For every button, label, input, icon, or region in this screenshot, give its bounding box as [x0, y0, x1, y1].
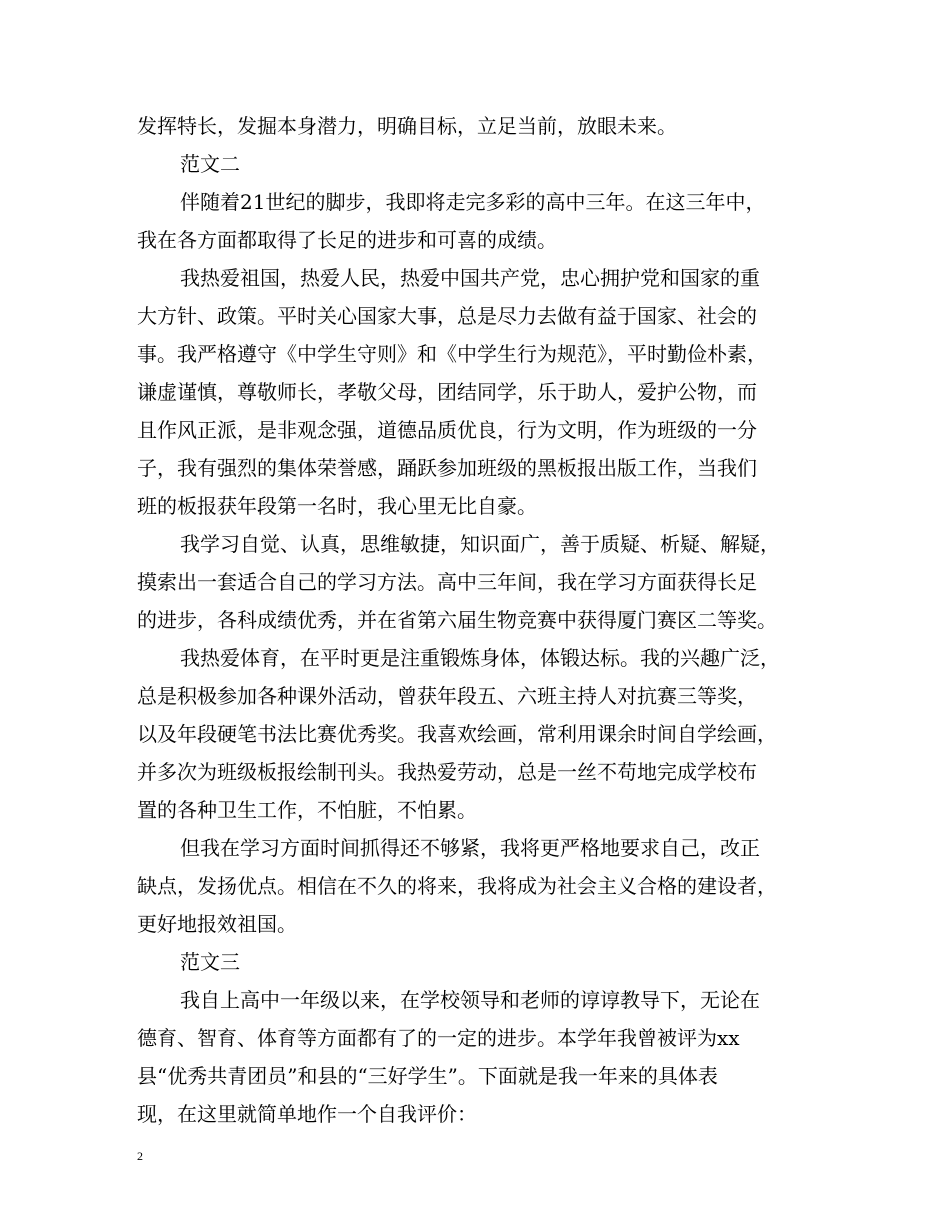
text-line: 更好地报效祖国。 [137, 912, 297, 936]
page-number: 2 [137, 1149, 143, 1163]
text-line: 置的各种卫生工作，不怕脏，不怕累。 [137, 798, 477, 822]
text-line: 大方针、政策。平时关心国家大事，总是尽力去做有益于国家、社会的 [137, 304, 757, 328]
text-line: 缺点，发扬优点。相信在不久的将来，我将成为社会主义合格的建设者， [137, 874, 777, 898]
text-line: 德育、智育、体育等方面都有了的一定的进步。本学年我曾被评为xx [137, 1026, 740, 1050]
text-line: 子，我有强烈的集体荣誉感，踊跃参加班级的黑板报出版工作，当我们 [137, 456, 757, 480]
text-line: 我热爱祖国，热爱人民，热爱中国共产党，忠心拥护党和国家的重 [180, 266, 760, 290]
text-line: 事。我严格遵守《中学生守则》和《中学生行为规范》，平时勤俭朴素， [137, 342, 767, 366]
text-line: 发挥特长，发掘本身潜力，明确目标，立足当前，放眼未来。 [137, 114, 677, 138]
text-line: 的进步，各科成绩优秀，并在省第六届生物竞赛中获得厦门赛区二等奖。 [137, 608, 777, 632]
text-line: 伴随着21世纪的脚步，我即将走完多彩的高中三年。在这三年中， [180, 190, 766, 214]
text-line: 摸索出一套适合自己的学习方法。高中三年间，我在学习方面获得长足 [137, 570, 757, 594]
text-line: 我学习自觉、认真，思维敏捷，知识面广，善于质疑、析疑、解疑， [180, 532, 780, 556]
text-line: 我热爱体育，在平时更是注重锻炼身体，体锻达标。我的兴趣广泛， [180, 646, 780, 670]
text-line: 谦虚谨慎，尊敬师长，孝敬父母，团结同学，乐于助人，爱护公物，而 [137, 380, 757, 404]
text-line: 且作风正派，是非观念强，道德品质优良，行为文明，作为班级的一分 [137, 418, 757, 442]
text-line: 班的板报获年段第一名时，我心里无比自豪。 [137, 494, 537, 518]
section-heading-fanwen-2: 范文二 [180, 152, 240, 176]
text-line: 现，在这里就简单地作一个自我评价： [137, 1102, 477, 1126]
text-line: 总是积极参加各种课外活动，曾获年段五、六班主持人对抗赛三等奖， [137, 684, 757, 708]
text-line: 并多次为班级板报绘制刊头。我热爱劳动，总是一丝不苟地完成学校布 [137, 760, 757, 784]
text-line: 以及年段硬笔书法比赛优秀奖。我喜欢绘画，常利用课余时间自学绘画， [137, 722, 777, 746]
text-line: 但我在学习方面时间抓得还不够紧，我将更严格地要求自己，改正 [180, 836, 760, 860]
text-line: 我自上高中一年级以来，在学校领导和老师的谆谆教导下，无论在 [180, 988, 760, 1012]
section-heading-fanwen-3: 范文三 [180, 950, 240, 974]
text-line: 我在各方面都取得了长足的进步和可喜的成绩。 [137, 228, 557, 252]
text-line: 县“优秀共青团员”和县的“三好学生”。下面就是我一年来的具体表 [137, 1064, 718, 1088]
